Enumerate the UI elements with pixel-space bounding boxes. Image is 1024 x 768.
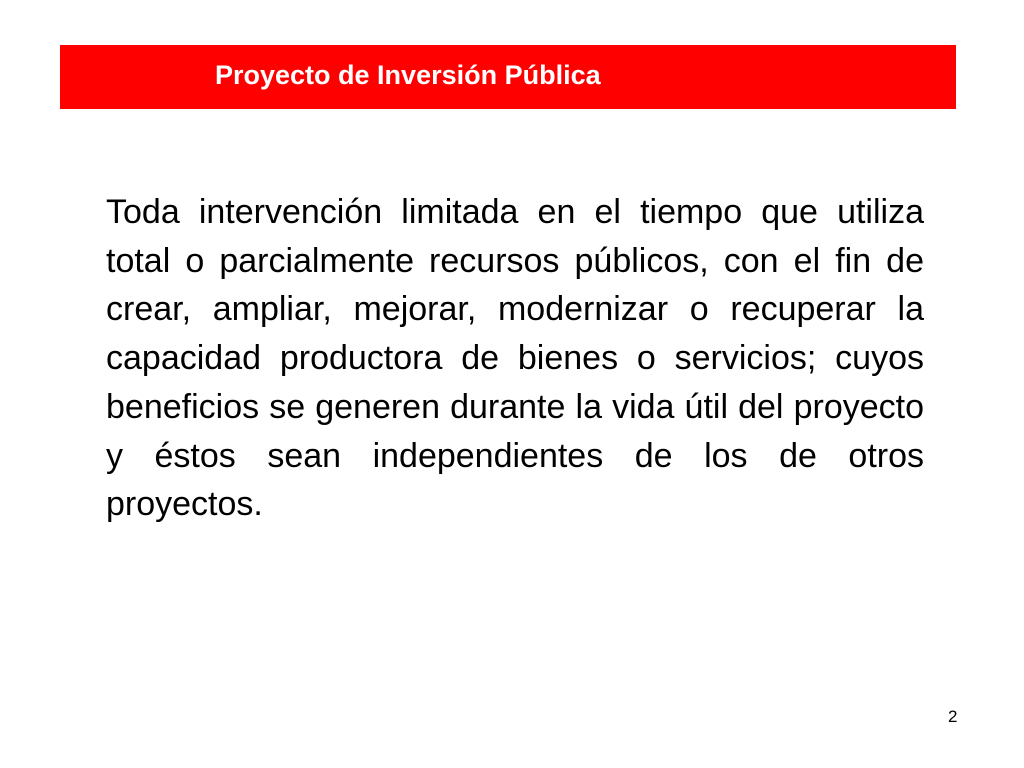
slide-title: Proyecto de Inversión Pública [215,60,601,90]
title-bar [60,45,956,109]
page-number: 2 [948,707,958,726]
definition-paragraph: Toda intervención limitada en el tiempo que utiliza total o parcialmente recursos públicos, con el fin de crear, ampliar, mejorar, modernizar o recuperar la capacidad productora de bienes o servicios; cuyos beneficios se generen durante la vida útil del proyecto y éstos sean independientes de los de otros proyectos. [106,193,924,524]
